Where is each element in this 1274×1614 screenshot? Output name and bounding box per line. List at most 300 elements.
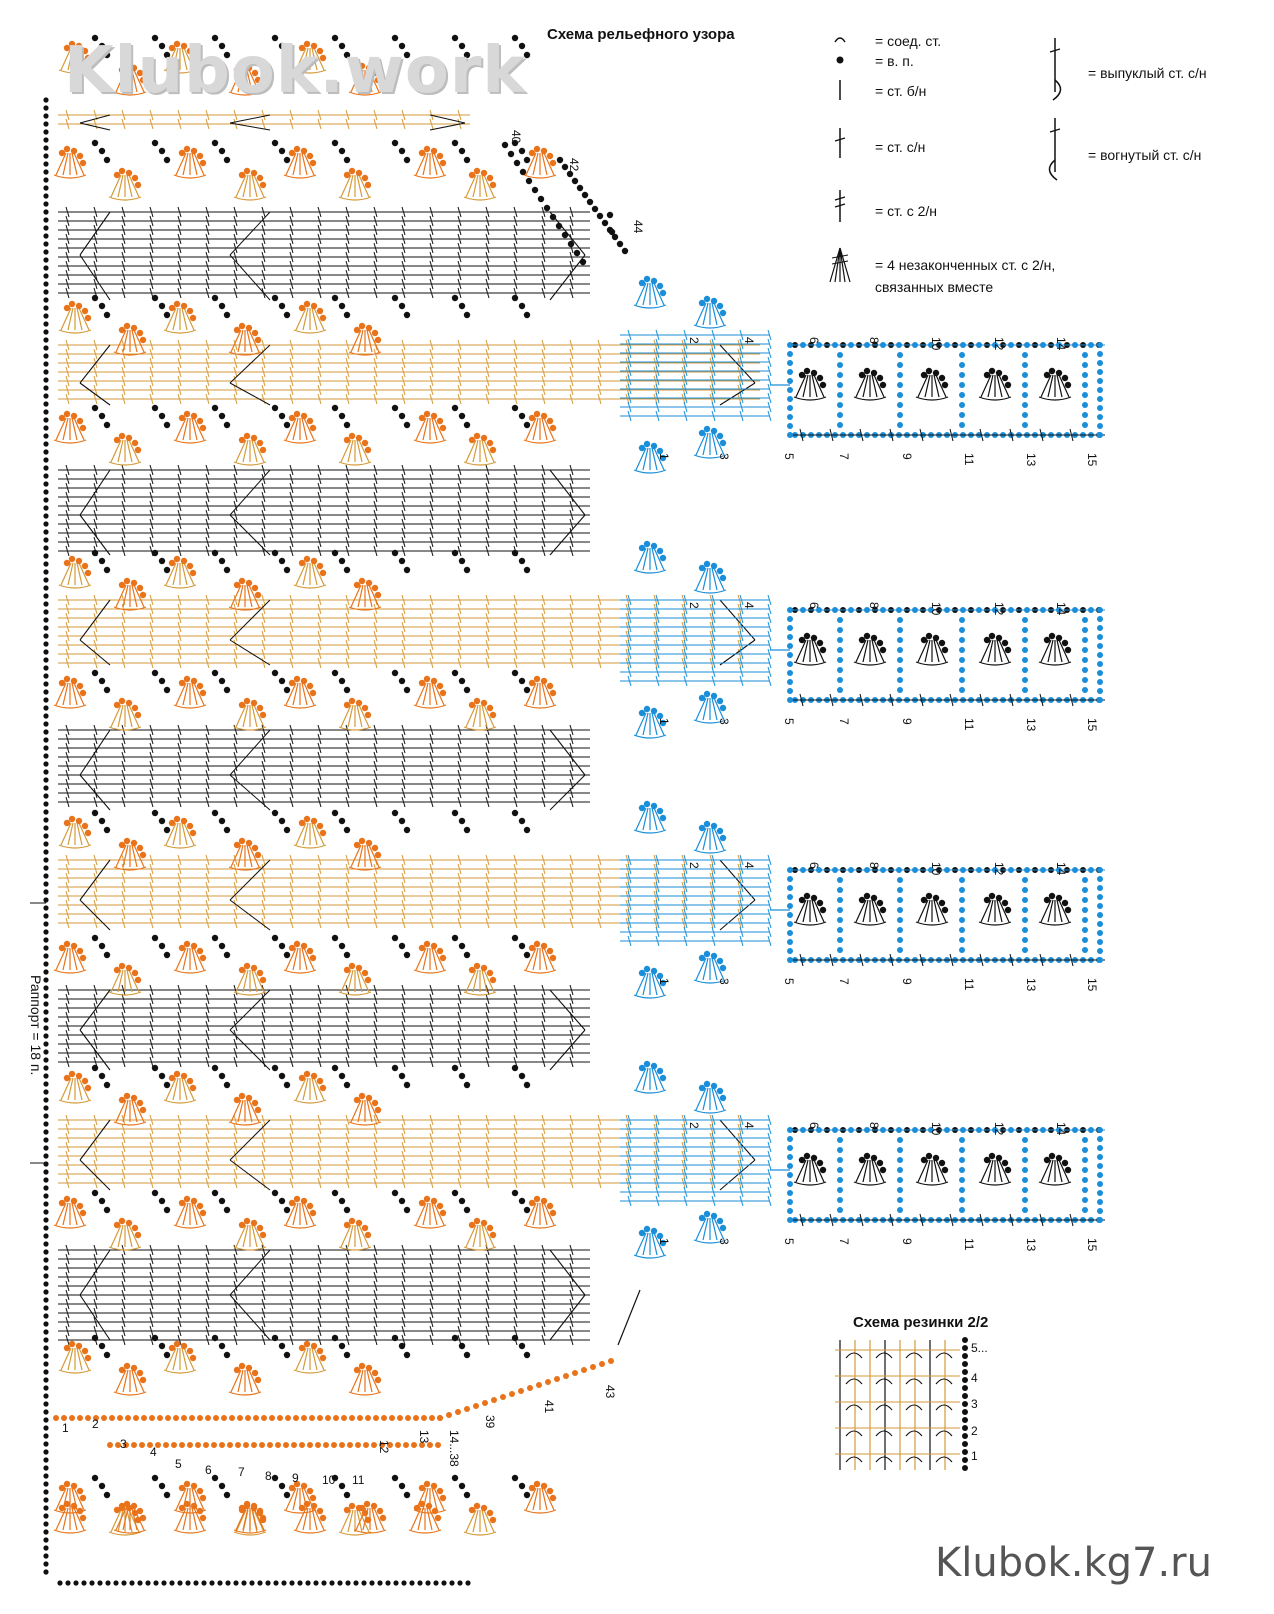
chain-dot [880, 382, 886, 388]
cluster-stitch [182, 1078, 187, 1100]
chain-dot [332, 810, 338, 816]
chain-dot [1002, 375, 1008, 381]
chain-dot [1049, 893, 1055, 899]
cluster-stitch [473, 175, 478, 197]
chain-dot [1082, 897, 1088, 903]
chain-dot [440, 425, 446, 431]
chain-dot [257, 175, 263, 181]
chain-dot [459, 818, 465, 824]
chain-dot [804, 1153, 810, 1159]
chain-dot [1097, 405, 1103, 411]
shell-motif [694, 821, 726, 853]
chain-dot [43, 1145, 48, 1150]
chain-dot [704, 951, 710, 957]
chain-dot [959, 1187, 965, 1193]
cluster-stitch [997, 640, 1002, 662]
chain-dot [452, 935, 458, 941]
chain-dot [1097, 342, 1103, 348]
chain-dot [787, 625, 793, 631]
cluster-base [234, 462, 266, 465]
chain-dot [255, 1107, 261, 1113]
chain-dot [212, 405, 218, 411]
chain-dot [92, 1335, 98, 1341]
chain-dot [139, 1442, 145, 1448]
chain-dot [720, 835, 726, 841]
cluster-stitch [542, 1203, 547, 1225]
shell-motif [234, 1218, 266, 1250]
chain-dot [362, 175, 368, 181]
chain-dot [43, 817, 48, 822]
chain-dot [64, 411, 70, 417]
chain-dot [419, 150, 425, 156]
chain-dot [104, 567, 110, 573]
chain-dot [1097, 912, 1103, 918]
chain-dot [365, 447, 371, 453]
chain-dot [437, 948, 443, 954]
cluster-stitch [796, 900, 806, 922]
cluster-base [59, 845, 91, 848]
shell-motif [1039, 893, 1071, 925]
chain-dot [959, 392, 965, 398]
chain-dot [169, 1075, 175, 1081]
chain-dot [541, 678, 547, 684]
cluster-stitch [1048, 640, 1053, 662]
chain-dot [1022, 627, 1028, 633]
chain-dot [43, 577, 48, 582]
cluster-stitch [123, 1100, 128, 1122]
chain-dot [942, 647, 948, 653]
cluster-stitch [473, 970, 478, 992]
chain-dot [699, 1215, 705, 1221]
chain-dot [787, 697, 793, 703]
chain-dot [71, 678, 77, 684]
chain-dot [1022, 687, 1028, 693]
chain-dot [651, 1228, 657, 1234]
strap-row-number: 15 [1085, 1238, 1099, 1252]
chain-dot [285, 1415, 291, 1421]
chain-dot [43, 937, 48, 942]
cluster-stitch [812, 900, 817, 922]
chain-dot [1097, 1172, 1103, 1178]
cluster-base [414, 705, 446, 708]
chain-dot [59, 1200, 65, 1206]
chain-dot [279, 1073, 285, 1079]
chain-dot [787, 957, 793, 963]
chain-dot [152, 810, 158, 816]
cluster-stitch [68, 563, 73, 585]
chain-dot [437, 153, 443, 159]
chain-dot [1082, 1157, 1088, 1163]
chain-dot [171, 1442, 177, 1448]
chain-dot [43, 1297, 48, 1302]
chain-dot [197, 153, 203, 159]
chain-dot [77, 1203, 83, 1209]
chain-dot [43, 1545, 48, 1550]
chain-dot [159, 678, 165, 684]
chain-dot [184, 1481, 190, 1487]
chain-dot [359, 323, 365, 329]
chain-dot [184, 676, 190, 682]
cluster-stitch [68, 308, 73, 330]
chain-dot [717, 433, 723, 439]
chain-dot [837, 637, 843, 643]
chain-dot [109, 1415, 115, 1421]
chain-dot [344, 702, 350, 708]
chain-dot [191, 148, 197, 154]
cluster-stitch [712, 568, 717, 590]
cluster-stitch [423, 418, 428, 440]
chain-dot [804, 893, 810, 899]
chain-dot [897, 372, 903, 378]
cluster-base [694, 325, 726, 328]
cluster-stitch [166, 1078, 176, 1100]
chain-dot [189, 1415, 195, 1421]
chain-dot [227, 1442, 233, 1448]
chain-dot [159, 1073, 165, 1079]
cluster-stitch [652, 973, 657, 995]
strap-row-number: 2 [687, 337, 701, 344]
chain-dot [64, 1481, 70, 1487]
chain-dot [224, 952, 230, 958]
chain-dot [837, 677, 843, 683]
cluster-stitch [925, 640, 930, 662]
chain-dot [837, 647, 843, 653]
cluster-stitch [243, 440, 248, 462]
cluster-stitch [696, 303, 706, 325]
chain-dot [126, 965, 132, 971]
chain-dot [200, 1210, 206, 1216]
chain-dot [190, 570, 196, 576]
chain-dot [554, 1376, 560, 1382]
cluster-stitch [918, 640, 928, 662]
cluster-stitch [542, 153, 547, 175]
stitch-line [550, 1295, 585, 1340]
chain-dot [272, 1335, 278, 1341]
strap-row-number: 3 [717, 718, 731, 725]
cluster-base [1039, 397, 1071, 400]
cluster-base [854, 662, 886, 665]
cluster-stitch [856, 1160, 866, 1182]
chain-dot [43, 649, 48, 654]
chain-dot [43, 1401, 48, 1406]
chain-dot [660, 815, 666, 821]
chain-dot [959, 947, 965, 953]
chain-dot [152, 1065, 158, 1071]
chain-dot [529, 150, 535, 156]
chain-dot [699, 565, 705, 571]
chain-dot [547, 948, 553, 954]
cluster-stitch [63, 1508, 68, 1530]
chain-dot [43, 129, 48, 134]
chain-dot [644, 1226, 650, 1232]
chain-dot [124, 1363, 130, 1369]
cluster-base [524, 705, 556, 708]
cluster-stitch [432, 948, 437, 970]
chain-dot [43, 561, 48, 566]
chain-dot [294, 411, 300, 417]
chain-dot [43, 1257, 48, 1262]
chain-dot [354, 582, 360, 588]
chain-dot [837, 1177, 843, 1183]
strap-row-number: 14 [1054, 602, 1068, 616]
shell-motif [349, 1363, 381, 1395]
cluster-stitch [118, 970, 123, 992]
chain-dot [572, 178, 578, 184]
chain-dot [43, 1313, 48, 1318]
cluster-stitch [302, 418, 307, 440]
chain-dot [602, 220, 608, 226]
chain-dot [817, 640, 823, 646]
chain-dot [104, 952, 110, 958]
cluster-stitch [296, 308, 306, 330]
chain-dot [349, 963, 355, 969]
chain-dot [399, 678, 405, 684]
chain-dot [1082, 667, 1088, 673]
chain-dot [1082, 1137, 1088, 1143]
chain-dot [43, 1233, 48, 1238]
chain-dot [43, 1345, 48, 1350]
cluster-stitch [466, 1225, 476, 1247]
chain-dot [159, 558, 165, 564]
chain-dot [341, 1415, 347, 1421]
cluster-stitch [348, 1225, 353, 1247]
chain-dot [179, 150, 185, 156]
chain-dot [820, 647, 826, 653]
shell-motif [109, 433, 141, 465]
bottom-row-number: 9 [292, 1471, 299, 1485]
cluster-stitch [238, 1370, 243, 1392]
chain-dot [212, 1475, 218, 1481]
chain-dot [43, 961, 48, 966]
cluster-stitch [473, 705, 478, 727]
cluster-base [694, 590, 726, 593]
cluster-stitch [293, 948, 298, 970]
chain-dot [711, 1083, 717, 1089]
chain-dot [446, 1412, 452, 1418]
chain-dot [1022, 657, 1028, 663]
chain-dot [1082, 1177, 1088, 1183]
cluster-stitch [703, 568, 708, 590]
chain-dot [572, 1370, 578, 1376]
shell-motif [339, 168, 371, 200]
cluster-stitch [166, 563, 176, 585]
chain-dot [959, 402, 965, 408]
shell-motif [54, 941, 86, 973]
cluster-stitch [247, 1100, 252, 1122]
cluster-base [114, 1122, 146, 1125]
chain-dot [459, 1073, 465, 1079]
chain-dot [152, 935, 158, 941]
chain-dot [820, 1167, 826, 1173]
cluster-stitch [872, 900, 877, 922]
shell-motif [174, 676, 206, 708]
chain-dot [581, 1367, 587, 1373]
chain-dot [787, 1145, 793, 1151]
chain-dot [301, 1415, 307, 1421]
cluster-stitch [934, 375, 939, 397]
chain-dot [799, 637, 805, 643]
cluster-stitch [61, 308, 71, 330]
shell-motif [339, 433, 371, 465]
shell-motif [54, 1196, 86, 1228]
chain-dot [617, 241, 623, 247]
chain-dot [43, 1513, 48, 1518]
chain-dot [43, 441, 48, 446]
chain-dot [224, 312, 230, 318]
chain-dot [43, 1433, 48, 1438]
chain-dot [43, 185, 48, 190]
chain-dot [131, 580, 137, 586]
chain-dot [512, 935, 518, 941]
shell-motif [464, 168, 496, 200]
chain-dot [1056, 895, 1062, 901]
chain-dot [897, 877, 903, 883]
chain-dot [534, 1481, 540, 1487]
chain-dot [107, 1442, 113, 1448]
chain-dot [699, 825, 705, 831]
chain-dot [301, 413, 307, 419]
chain-dot [43, 121, 48, 126]
chain-dot [939, 1160, 945, 1166]
chain-dot [191, 413, 197, 419]
strap-row-number: 1 [657, 718, 671, 725]
chain-dot [959, 647, 965, 653]
chain-dot [43, 1537, 48, 1542]
chain-dot [43, 1337, 48, 1342]
chain-dot [459, 303, 465, 309]
chain-dot [366, 1365, 372, 1371]
cluster-base [694, 1110, 726, 1113]
chain-dot [651, 543, 657, 549]
cluster-stitch [988, 640, 993, 662]
chain-dot [1082, 937, 1088, 943]
chain-dot [92, 1475, 98, 1481]
chain-dot [137, 845, 143, 851]
chain-dot [429, 1415, 435, 1421]
cluster-stitch [68, 1348, 73, 1370]
cluster-stitch [432, 1203, 437, 1225]
cluster-stitch [918, 900, 928, 922]
chain-dot [921, 372, 927, 378]
chain-dot [1097, 643, 1103, 649]
chain-dot [77, 683, 83, 689]
chain-dot [85, 1085, 91, 1091]
cluster-stitch [636, 973, 646, 995]
cluster-stitch [473, 1510, 478, 1532]
chain-dot [43, 1329, 48, 1334]
chain-dot [43, 1265, 48, 1270]
chain-dot [837, 907, 843, 913]
chain-dot [159, 943, 165, 949]
strap-row-number: 11 [962, 718, 976, 731]
chain-dot [399, 943, 405, 949]
chain-dot [43, 417, 48, 422]
chain-dot [1097, 1208, 1103, 1214]
chain-dot [959, 937, 965, 943]
chain-dot [459, 678, 465, 684]
chain-dot [514, 160, 520, 166]
chain-dot [464, 1406, 470, 1412]
chain-dot [959, 1207, 965, 1213]
strap-row-number: 10 [929, 602, 943, 616]
chain-dot [811, 895, 817, 901]
cluster-base [164, 1100, 196, 1103]
cluster-stitch [872, 375, 877, 397]
chain-dot [574, 250, 580, 256]
chain-dot [85, 1415, 91, 1421]
chain-dot [959, 1137, 965, 1143]
chain-dot [43, 953, 48, 958]
stitch-line [80, 1030, 110, 1070]
chain-dot [424, 1481, 430, 1487]
chain-dot [43, 193, 48, 198]
chain-dot [43, 1201, 48, 1206]
chain-dot [405, 1415, 411, 1421]
chain-dot [487, 175, 493, 181]
chain-dot [1082, 412, 1088, 418]
chain-dot [304, 816, 310, 822]
strap-row-number: 2 [687, 862, 701, 869]
chain-dot [519, 1073, 525, 1079]
chain-dot [339, 943, 345, 949]
cluster-base [59, 585, 91, 588]
cluster-stitch [123, 585, 128, 607]
cluster-stitch [416, 418, 426, 440]
cluster-stitch [166, 1348, 176, 1370]
chain-dot [787, 378, 793, 384]
chain-dot [563, 1373, 569, 1379]
chain-dot [43, 881, 48, 886]
chain-dot [1044, 637, 1050, 643]
chain-dot [437, 418, 443, 424]
chain-dot [344, 687, 350, 693]
cluster-stitch [286, 948, 296, 970]
chain-dot [547, 153, 553, 159]
cluster-stitch [231, 1370, 241, 1392]
chain-dot [43, 921, 48, 926]
chain-dot [837, 412, 843, 418]
chain-dot [301, 148, 307, 154]
chain-dot [1082, 362, 1088, 368]
chain-dot [469, 172, 475, 178]
chain-dot [392, 1335, 398, 1341]
shell-motif [414, 411, 446, 443]
chain-dot [989, 633, 995, 639]
chain-dot [344, 1207, 350, 1213]
chain-dot [547, 1203, 553, 1209]
chain-dot [124, 838, 130, 844]
chain-dot [699, 955, 705, 961]
chain-dot [1062, 1160, 1068, 1166]
cluster-stitch [981, 900, 991, 922]
stitch-line [550, 990, 585, 1030]
chain-dot [179, 680, 185, 686]
chain-dot [140, 337, 146, 343]
chain-dot [837, 1157, 843, 1163]
cluster-stitch [351, 1100, 361, 1122]
chain-dot [577, 185, 583, 191]
chain-dot [187, 1078, 193, 1084]
cluster-base [414, 440, 446, 443]
cluster-base [464, 462, 496, 465]
chain-dot [197, 948, 203, 954]
cluster-stitch [803, 900, 808, 922]
bottom-row-number: 2 [92, 1417, 99, 1431]
bottom-row-number: 14...38 [447, 1430, 461, 1467]
chain-dot [152, 1475, 158, 1481]
chain-dot [711, 693, 717, 699]
chain-dot [580, 259, 586, 265]
